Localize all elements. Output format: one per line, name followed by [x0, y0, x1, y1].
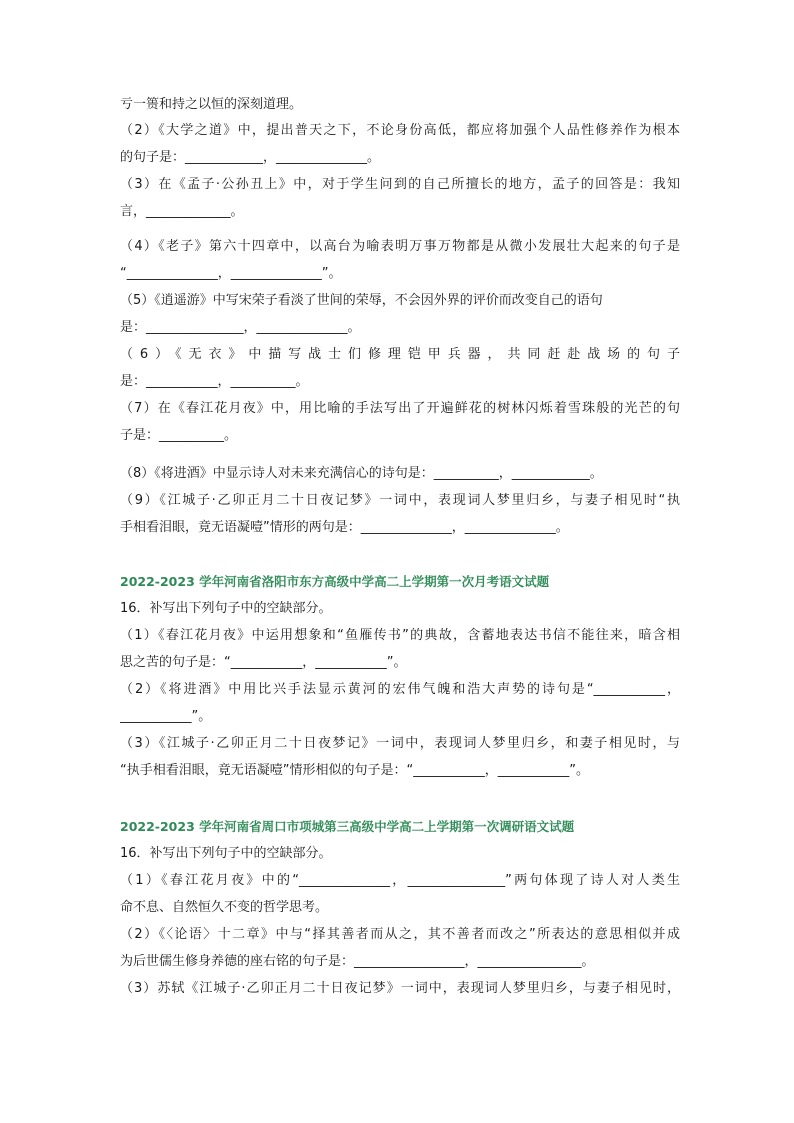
- text-line: （2）《将进酒》中用比兴手法显示黄河的宏伟气魄和浩大声势的诗句是“___________，: [120, 682, 680, 697]
- text-line: 16．补写出下列句子中的空缺部分。: [120, 601, 332, 616]
- text-line: （3）苏轼《江城子·乙卯正月二十日夜记梦》一词中，表现词人梦里归乡，与妻子相见时，: [120, 981, 680, 996]
- text-line: 16．补写出下列句子中的空缺部分。: [120, 846, 332, 861]
- text-line: （5）《逍遥游》中写宋荣子看淡了世间的荣辱，不会因外界的评价而改变自己的语句: [120, 293, 603, 308]
- text-line: （3）在《孟子·公孙丑上》中，对于学生问到的自己所擅长的地方，孟子的回答是：我知: [120, 177, 680, 192]
- text-line: （8）《将进酒》中显示诗人对未来充满信心的诗句是：__________，____________。: [120, 466, 603, 481]
- text-line: 命不息、自然恒久不变的哲学思考。: [120, 900, 329, 915]
- text-line: 子是：__________。: [120, 428, 238, 443]
- text-line: 是：___________，__________。: [120, 374, 309, 389]
- text-line: （1）《春江花月夜》中的“______________，_______________”两句体现了诗人对人类生: [120, 873, 680, 888]
- section-heading: 2022-2023 学年河南省洛阳市东方高级中学高二上学期第一次月考语文试题: [120, 574, 550, 589]
- text-line: 是：_______________，______________。: [120, 320, 361, 335]
- text-line: （4）《老子》第六十四章中，以高台为喻表明万事万物都是从微小发展壮大起来的句子是: [120, 239, 680, 254]
- section-heading: 2022-2023 学年河南省周口市项城第三高级中学高二上学期第一次调研语文试题: [120, 819, 575, 834]
- text-line: 为后世儒生修身养德的座右铭的句子是：_________________，________________。: [120, 954, 595, 969]
- text-line: ___________”。: [120, 709, 212, 724]
- text-line: （2）《大学之道》中，提出普天之下，不论身份高低，都应将加强个人品性修养作为根本: [120, 123, 680, 138]
- text-line: 言，_____________。: [120, 204, 244, 219]
- text-line: （3）《江城子·乙卯正月二十日夜梦记》一词中，表现词人梦里归乡，和妻子相见时，与: [120, 736, 680, 751]
- text-line: （9）《江城子·乙卯正月二十日夜记梦》一词中，表现词人梦里归乡，与妻子相见时“执: [120, 493, 680, 508]
- text-line: （6）《无衣》中描写战士们修理铠甲兵器，共同赶赴战场的句子: [120, 347, 680, 362]
- text-line: 的句子是：____________，______________。: [120, 150, 381, 165]
- text-line: （2）《〈论语〉十二章》中与“择其善者而从之，其不善者而改之”所表达的意思相似并成: [120, 927, 680, 942]
- text-line: 亏一篑和持之以恒的深刻道理。: [120, 97, 303, 112]
- text-line: “______________，______________”。: [120, 266, 342, 281]
- text-line: （1）《春江花月夜》中运用想象和“鱼雁传书”的典故，含蓄地表达书信不能往来，暗含相: [120, 628, 680, 643]
- text-line: 思之苦的句子是：“___________，___________”。: [120, 655, 407, 670]
- text-line: “执手相看泪眼，竟无语凝噎”情形相似的句子是：“___________，___________”。: [120, 763, 589, 778]
- text-line: （7）在《春江花月夜》中，用比喻的手法写出了开遍鲜花的树林闪烁着雪珠般的光芒的句: [120, 401, 680, 416]
- text-line: 手相看泪眼，竟无语凝噎”情形的两句是：______________，______________。: [120, 520, 569, 535]
